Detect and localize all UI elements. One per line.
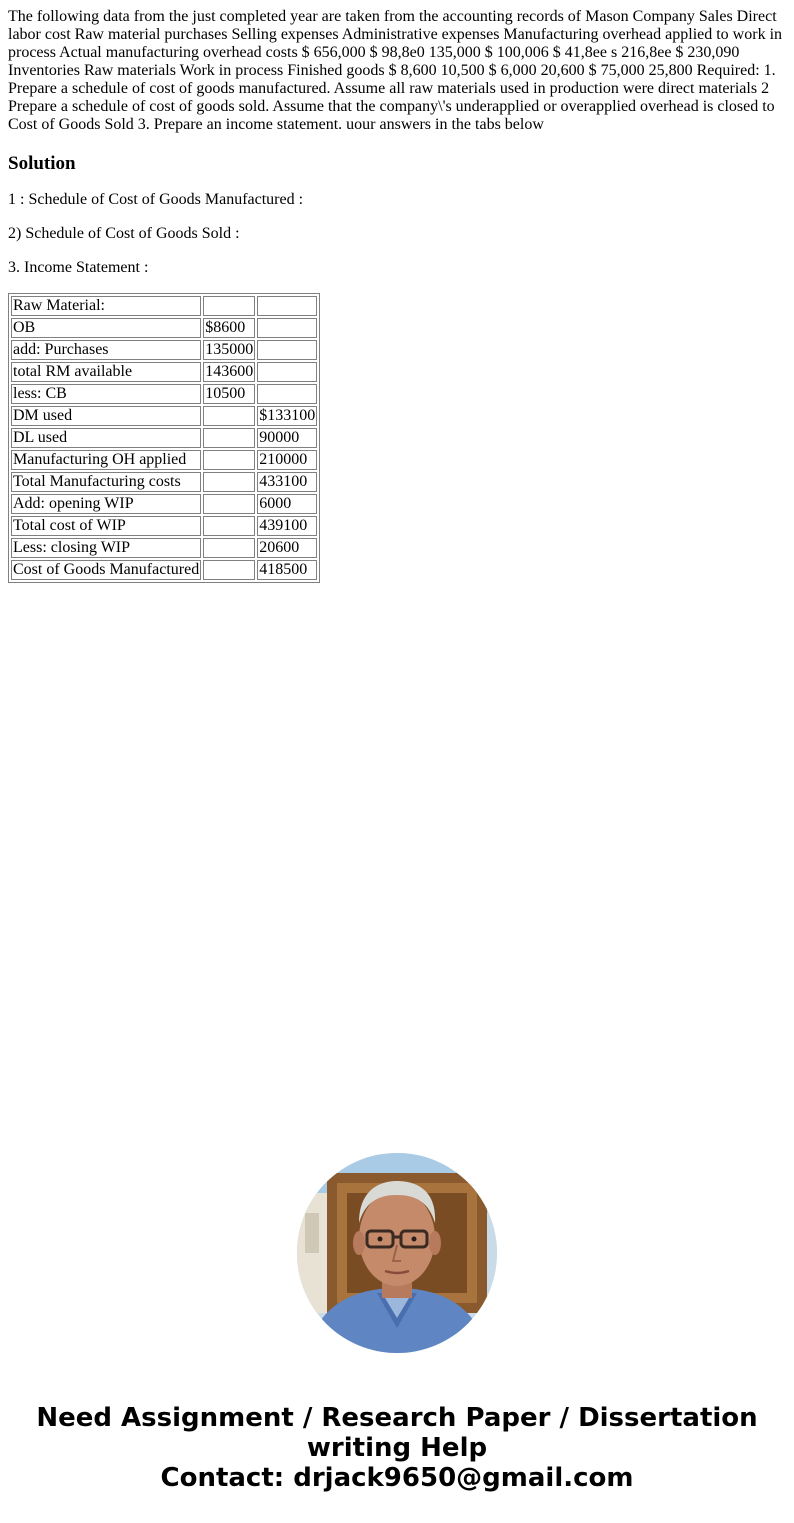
row-label-cell: DM used xyxy=(11,406,201,426)
document-body xyxy=(0,0,794,583)
row-label-cell: less: CB xyxy=(11,384,201,404)
row-label-cell: Add: opening WIP xyxy=(11,494,201,514)
sub-amount-cell xyxy=(203,428,255,448)
total-amount-cell: 90000 xyxy=(257,428,317,448)
footer-advertisement xyxy=(0,1403,794,1493)
table-row xyxy=(11,494,317,514)
solution-heading: Solution xyxy=(8,153,76,174)
table-row xyxy=(11,450,317,470)
total-amount-cell: 6000 xyxy=(257,494,317,514)
part-1-label: 1 : Schedule of Cost of Goods Manufactured : xyxy=(8,191,304,208)
footer-line-2: writing Help xyxy=(306,1433,488,1463)
sub-amount-cell xyxy=(203,296,255,316)
row-label-cell: Less: closing WIP xyxy=(11,538,201,558)
sub-amount-cell xyxy=(203,494,255,514)
table-row xyxy=(11,362,317,382)
table-row xyxy=(11,516,317,536)
table-row xyxy=(11,296,317,316)
question-text: The following data from the just completed year are taken from the accounting records of Mason Company Sales Direct labor cost Raw material purchases Selling expenses Administrative expenses Manufacturing overhead applied to work in process Actual manufacturing overhead costs $ 656,000 $ 98,8e0 135,000 $ 100,006 $ 41,8ee s 216,8ee $ 230,090 Inventories Raw materials Work in process Finished goods $ 8,600 10,500 $ 6,000 20,600 $ 75,000 25,800 Required: 1. Prepare a schedule of cost of goods manufactured. Assume all raw materials used in production were direct materials 2 Prepare a schedule of cost of goods sold. Assume that the company\'s underapplied or overapplied overhead is closed to Cost of Goods Sold 3. Prepare an income statement. uour answers in the tabs below xyxy=(8,8,783,133)
row-label-cell: total RM available xyxy=(11,362,201,382)
total-amount-cell: 210000 xyxy=(257,450,317,470)
table-row xyxy=(11,560,317,580)
sub-amount-cell xyxy=(203,538,255,558)
sub-amount-cell xyxy=(203,516,255,536)
sub-amount-cell: 143600 xyxy=(205,363,254,380)
total-amount-cell xyxy=(257,296,317,316)
total-amount-cell xyxy=(257,384,317,404)
table-row xyxy=(11,472,317,492)
total-amount-cell xyxy=(257,362,317,382)
total-amount-cell: 20600 xyxy=(257,538,317,558)
row-label-cell: Raw Material: xyxy=(11,296,201,316)
total-amount-cell: 439100 xyxy=(257,516,317,536)
sub-amount-cell xyxy=(203,450,255,470)
table-row xyxy=(11,384,317,404)
table-row xyxy=(11,318,317,338)
sub-amount-cell: 10500 xyxy=(203,384,255,404)
row-label-cell: add: Purchases xyxy=(11,340,201,360)
table-row xyxy=(11,340,317,360)
row-label-cell: Total cost of WIP xyxy=(11,516,201,536)
sub-amount-cell xyxy=(203,406,255,426)
table-row xyxy=(11,406,317,426)
row-label-cell: DL used xyxy=(11,428,201,448)
sub-amount-cell: $8600 xyxy=(203,318,255,338)
table-row xyxy=(11,428,317,448)
table-row xyxy=(11,538,317,558)
author-portrait-image xyxy=(297,1153,497,1353)
footer-line-1: Need Assignment / Research Paper / Dissertation xyxy=(36,1403,758,1433)
sub-amount-cell xyxy=(203,560,255,580)
row-label-cell: Manufacturing OH applied xyxy=(11,450,201,470)
sub-amount-cell: 135000 xyxy=(205,341,254,358)
footer-contact-line: Contact: drjack9650@gmail.com xyxy=(160,1463,634,1493)
cost-of-goods-manufactured-table xyxy=(8,293,320,583)
total-amount-cell: $133100 xyxy=(259,407,316,424)
row-label-cell: Total Manufacturing costs xyxy=(11,472,201,492)
total-amount-cell xyxy=(257,340,317,360)
part-2-label: 2) Schedule of Cost of Goods Sold : xyxy=(8,225,240,242)
table-body xyxy=(11,296,317,580)
total-amount-cell: 433100 xyxy=(257,472,317,492)
author-avatar xyxy=(297,1153,497,1353)
row-label-cell: OB xyxy=(11,318,201,338)
row-label-cell: Cost of Goods Manufactured xyxy=(13,561,200,578)
total-amount-cell xyxy=(257,318,317,338)
part-3-label: 3. Income Statement : xyxy=(8,259,149,276)
sub-amount-cell xyxy=(203,472,255,492)
total-amount-cell: 418500 xyxy=(257,560,317,580)
